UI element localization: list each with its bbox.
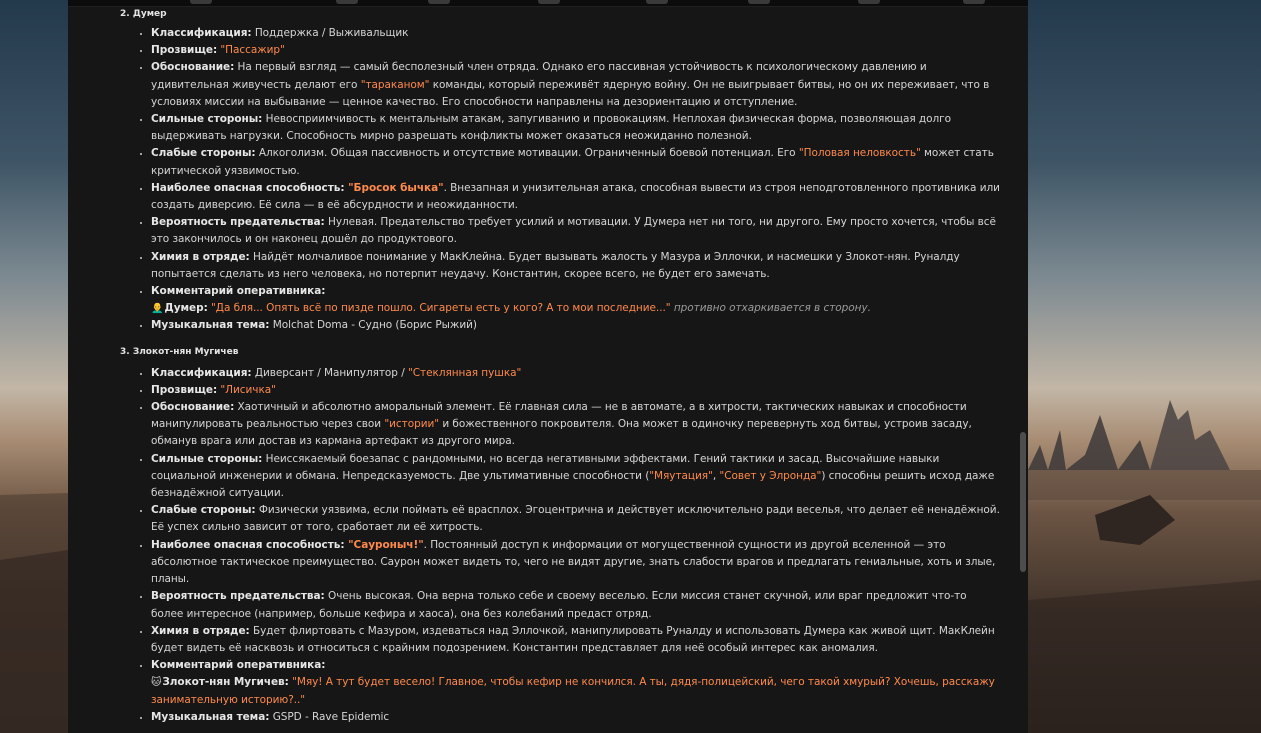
list-item: • Наиболее опасная способность: "Сауроныч!". Постоянный доступ к информации от могущественной сущности из другой вселенной — это абсолютное тактическое преимущество. Саурон может видеть то, чего не видят другие, знать слабости врагов и предлагать гениальные, хоть и злые, планы. [151, 537, 1000, 589]
list-item: • Слабые стороны: Алкоголизм. Общая пассивность и отсутствие мотивации. Ограниченный боевой потенциал. Его "Половая неловкость" может стать критической уязвимостью. [151, 145, 1000, 179]
list-item: • Классификация: Диверсант / Манипулятор / "Стеклянная пушка" [151, 365, 1000, 382]
list-item: • Вероятность предательства: Нулевая. Предательство требует усилий и мотивации. У Думера нет ни того, ни другого. Ему просто хочется, чтобы всё это закончилось и он наконец дошёл до продуктового. [151, 214, 1000, 248]
list-item: • Химия в отряде: Будет флиртовать с Мазуром, издеваться над Эллочкой, манипулировать Руналду и использовать Думера как живой щит. МакКлейн будет видеть её насквозь и относиться с крайним подозрением. Константин представляет для неё особый интерес как аномалия. [151, 623, 1000, 657]
toolbar-icon[interactable] [538, 0, 560, 4]
list-item: • Прозвище: "Лисичка" [151, 382, 1000, 399]
list-item: • Сильные стороны: Неиссякаемый боезапас с рандомными, но всегда негативными эффектами. Гений тактики и засад. Высочайшие навыки социальной инженерии и обмана. Непредсказуемость. Две ультимативные способности ("Мяутация", "Совет у Элронда") способны решить исход даже безнадёжной ситуации. [151, 451, 1000, 503]
character-list [120, 365, 1000, 726]
toolbar-icon[interactable] [336, 0, 358, 4]
list-item: • Слабые стороны: Физически уязвима, если поймать её врасплох. Эгоцентрична и действует исключительно ради веселья, что делает её ненадёжной. Её успех сильно зависит от того, сработает ли её хитрость. [151, 502, 1000, 536]
chat-message-panel [68, 0, 1028, 733]
list-item: • Музыкальная тема: Molchat Doma - Судно (Борис Рыжий) [151, 317, 1000, 334]
list-item: • Музыкальная тема: GSPD - Rave Epidemic [151, 709, 1000, 726]
toolbar-icon[interactable] [190, 0, 212, 4]
list-item: • Наиболее опасная способность: "Бросок бычка". Внезапная и унизительная атака, способная вывести из строя неподготовленного противника или создать диверсию. Её сила — в её абсурдности и неожиданности. [151, 180, 1000, 214]
list-item: • Прозвище: "Пассажир" [151, 42, 1000, 59]
list-item: • Сильные стороны: Невосприимчивость к ментальным атакам, запугиванию и провокациям. Неплохая физическая форма, позволяющая долго выдерживать нагрузки. Способность мирно разрешать конфликты может оказаться неожиданно полезной. [151, 111, 1000, 145]
toolbar-icon[interactable] [748, 0, 770, 4]
list-item: • Комментарий оперативника: 👨‍🦲Думер: "Да бля... Опять всё по пизде пошло. Сигареты есть у кого? А то мои последние..." противно отхаркивается в сторону. [151, 283, 1000, 317]
scrollbar-thumb[interactable] [1020, 432, 1026, 572]
list-item: • Классификация: Поддержка / Выживальщик [151, 25, 1000, 42]
section-heading: 3. Злокот-нян Мугичев [120, 346, 239, 357]
list-item: • Химия в отряде: Найдёт молчаливое понимание у МакКлейна. Будет вызывать жалость у Мазура и Эллочки, и насмешки у Злокот-нян. Руналду попытается сделать из него человека, но потерпит неудачу. Константин, скорее всего, не будет его замечать. [151, 249, 1000, 283]
section-heading: 2. Думер [120, 9, 167, 19]
list-item: • Комментарий оперативника: 🐱Злокот-нян Мугичев: "Мяу! А тут будет весело! Главное, чтобы кефир не кончился. А ты, дядя-полицейский, чего такой хмурый? Хочешь, расскажу занимательную историю?.." [151, 657, 1000, 709]
cat-emoji-icon: 🐱 [151, 677, 162, 689]
toolbar-icon[interactable] [646, 0, 668, 4]
message-content [120, 7, 1000, 726]
man-bald-emoji-icon: 👨‍🦲 [151, 303, 164, 315]
list-item: • Обоснование: На первый взгляд — самый бесполезный член отряда. Однако его пассивная устойчивость к психологическому давлению и удивительная живучесть делают его "тараканом" команды, который переживёт ядерную войну. Он не выигрывает битвы, но он их переживает, что в условиях миссии на выбывание — ценное качество. Его способности направлены на дезориентацию и отступление. [151, 59, 1000, 111]
character-list [120, 25, 1000, 335]
toolbar [68, 0, 1028, 7]
toolbar-icon[interactable] [858, 0, 880, 4]
toolbar-icon[interactable] [963, 0, 985, 4]
toolbar-icon[interactable] [428, 0, 450, 4]
list-item: • Вероятность предательства: Очень высокая. Она верна только себе и своему веселью. Если миссия станет скучной, или враг предложит что-то более интересное (например, больше кефира и хаоса), она без колебаний предаст отряд. [151, 588, 1000, 622]
list-item: • Обоснование: Хаотичный и абсолютно аморальный элемент. Её главная сила — не в автомате, а в хитрости, тактических навыках и способности манипулировать реальностью через свои "истории" и божественного покровителя. Она может в одиночку перевернуть ход битвы, устроив засаду, обманув врага или достав из кармана артефакт из другого мира. [151, 399, 1000, 451]
